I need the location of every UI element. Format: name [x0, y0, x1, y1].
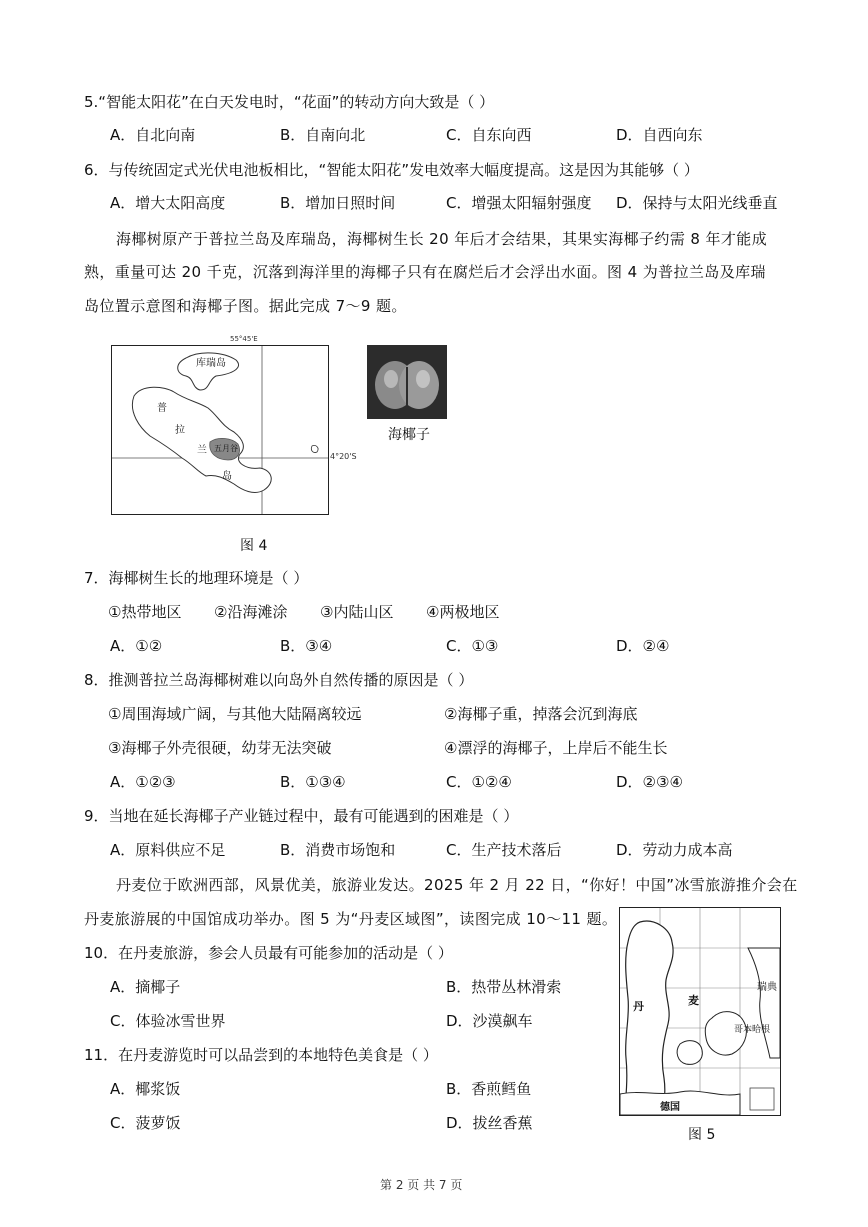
- fig5-copenhagen-label: 哥本哈根: [734, 1025, 771, 1035]
- q10-option-a: A．摘椰子: [110, 978, 181, 996]
- q7-item-4: ④两极地区: [426, 603, 500, 621]
- question-5-stem: 5.“智能太阳花”在白天发电时，“花面”的转动方向大致是（ ）: [84, 93, 495, 111]
- question-10-stem: 10．在丹麦旅游，参会人员最有可能参加的活动是（ ）: [84, 944, 453, 962]
- question-6-stem: 6．与传统固定式光伏电池板相比，“智能太阳花”发电效率大幅度提高。这是因为其能够（ ）: [84, 161, 699, 179]
- fig4-praslin-char-2: 拉: [175, 425, 185, 436]
- q6-option-b: B．增加日照时间: [280, 194, 396, 212]
- question-11-stem: 11．在丹麦游览时可以品尝到的本地特色美食是（ ）: [84, 1046, 438, 1064]
- q9-option-a: A．原料供应不足: [110, 841, 226, 859]
- q8-option-a: A．①②③: [110, 773, 176, 791]
- fig4-longitude-label: 55°45'E: [230, 335, 258, 343]
- fig5-denmark-char-1: 丹: [633, 1000, 644, 1013]
- q8-option-d: D．②③④: [616, 773, 683, 791]
- q10-option-b: B．热带丛林滑索: [446, 978, 562, 996]
- q8-item-2: ②海椰子重，掉落会沉到海底: [444, 705, 638, 723]
- fig4-praslin-char-1: 普: [157, 403, 167, 414]
- q5-option-a: A．自北向南: [110, 126, 196, 144]
- fig4-map-drawing: [112, 346, 328, 514]
- q8-item-1: ①周围海域广阔，与其他大陆隔离较远: [108, 705, 362, 723]
- fig4-praslin-island: [132, 387, 271, 492]
- fig4-islet: [311, 445, 318, 452]
- fig5-jutland: [624, 921, 673, 1115]
- question-7-stem: 7．海椰树生长的地理环境是（ ）: [84, 569, 309, 587]
- passage2-line-1: 丹麦位于欧洲西部，风景优美，旅游业发达。2025 年 2 月 22 日，“你好！中国”冰雪旅游推介会在: [116, 876, 798, 894]
- q7-option-d: D．②④: [616, 637, 670, 655]
- coco-de-mer-icon: [367, 345, 447, 419]
- fig5-caption: 图 5: [688, 1127, 716, 1143]
- fig5-sweden-label: 瑞典: [757, 982, 777, 993]
- q6-option-a: A．增大太阳高度: [110, 194, 226, 212]
- q11-option-c: C．菠萝饭: [110, 1114, 181, 1132]
- q7-item-2: ②沿海滩涂: [214, 603, 288, 621]
- fig5-sweden-coast: [748, 948, 780, 1058]
- q7-item-3: ③内陆山区: [320, 603, 394, 621]
- q7-option-b: B．③④: [280, 637, 333, 655]
- q7-option-c: C．①③: [446, 637, 499, 655]
- fig4-curieuse-label: 库瑞岛: [196, 358, 226, 369]
- q8-option-b: B．①③④: [280, 773, 346, 791]
- fig4-caption: 图 4: [240, 538, 268, 554]
- fig5-funen: [677, 1041, 702, 1065]
- q6-option-c: C．增强太阳辐射强度: [446, 194, 592, 212]
- q9-option-b: B．消费市场饱和: [280, 841, 396, 859]
- passage1-line-3: 岛位置示意图和海椰子图。据此完成 7～9 题。: [84, 297, 407, 315]
- fig5-inset: [750, 1088, 774, 1110]
- q11-option-b: B．香煎鳕鱼: [446, 1080, 532, 1098]
- fig5-map-drawing: [620, 908, 780, 1115]
- q11-option-d: D．拔丝香蕉: [446, 1114, 533, 1132]
- fig4-coconut-photo: [367, 345, 447, 419]
- fig5-germany-label: 德国: [660, 1102, 680, 1113]
- q5-option-c: C．自东向西: [446, 126, 532, 144]
- q7-option-a: A．①②: [110, 637, 163, 655]
- q8-item-4: ④漂浮的海椰子，上岸后不能生长: [444, 739, 668, 757]
- q11-option-a: A．椰浆饭: [110, 1080, 181, 1098]
- q7-item-1: ①热带地区: [108, 603, 182, 621]
- fig5-germany-coast: [620, 1091, 740, 1115]
- fig4-reserve-label: 五月谷: [214, 444, 238, 453]
- fig4-coconut-caption: 海椰子: [388, 427, 430, 443]
- fig4-latitude-label: 4°20'S: [330, 452, 357, 461]
- fig5-denmark-char-2: 麦: [688, 994, 699, 1007]
- passage1-line-1: 海椰树原产于普拉兰岛及库瑞岛，海椰树生长 20 年后才会结果，其果实海椰子约需 8 年才能成: [116, 230, 768, 248]
- fig4-praslin-char-4: 岛: [222, 471, 232, 482]
- q5-option-b: B．自南向北: [280, 126, 366, 144]
- q10-option-c: C．体验冰雪世界: [110, 1012, 226, 1030]
- q9-option-d: D．劳动力成本高: [616, 841, 733, 859]
- fig4-map: [111, 345, 329, 515]
- passage1-line-2: 熟，重量可达 20 千克，沉落到海洋里的海椰子只有在腐烂后才会浮出水面。图 4 为普拉兰岛及库瑞: [84, 263, 766, 281]
- q6-option-d: D．保持与太阳光线垂直: [616, 194, 778, 212]
- page-footer: 第 2 页 共 7 页: [380, 1178, 463, 1192]
- q9-option-c: C．生产技术落后: [446, 841, 562, 859]
- fig4-praslin-char-3: 兰: [197, 445, 207, 456]
- q10-option-d: D．沙漠飙车: [446, 1012, 533, 1030]
- passage2-line-2: 丹麦旅游展的中国馆成功举办。图 5 为“丹麦区域图”，读图完成 10～11 题。: [84, 910, 618, 928]
- q8-option-c: C．①②④: [446, 773, 512, 791]
- q8-item-3: ③海椰子外壳很硬，幼芽无法突破: [108, 739, 332, 757]
- question-8-stem: 8．推测普拉兰岛海椰树难以向岛外自然传播的原因是（ ）: [84, 671, 474, 689]
- q5-option-d: D．自西向东: [616, 126, 703, 144]
- question-9-stem: 9．当地在延长海椰子产业链过程中，最有可能遇到的困难是（ ）: [84, 807, 519, 825]
